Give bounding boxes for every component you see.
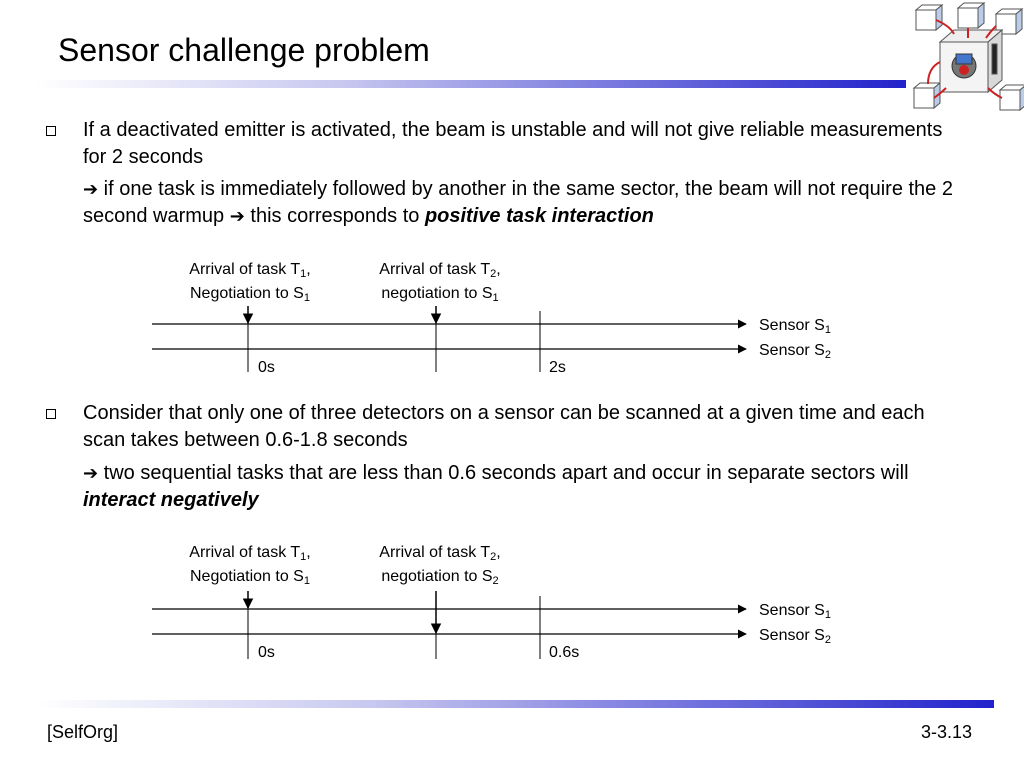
timeline-1-task2-label: Arrival of task $T_2$, negotiation to $S_1$ <box>379 261 501 304</box>
slide-title: Sensor challenge problem <box>58 32 430 68</box>
bullet-1-sub-2: this corresponds to <box>244 205 425 227</box>
tick-0s-label: 0s <box>258 359 275 376</box>
right-arrow-icon: ➔ <box>83 463 99 484</box>
bullet-1-subtext <box>83 176 963 230</box>
hollow-square-bullet-icon <box>46 409 56 419</box>
title-underline-bar <box>36 80 906 88</box>
bullet-1-emphasis: positive task interaction <box>424 205 654 227</box>
bullet-2-sub: two sequential tasks that are less than 0.6 seconds apart and occur in separate sectors will <box>98 462 909 484</box>
tick-0s-label: 0s <box>258 644 275 661</box>
timeline-2-task1-label: Arrival of task $T_1$, Negotiation to $S_1$ <box>189 544 311 587</box>
bullet-1-sub: if one task is immediately followed by another in the same sector, the beam will not require the 2 second warmup <box>83 178 953 227</box>
bullet-1-text <box>83 117 963 171</box>
hollow-square-bullet-icon <box>46 126 56 136</box>
tick-end-label: 0.6s <box>549 644 580 661</box>
timeline-diagram-2 <box>140 541 860 671</box>
bullet-2-main: Consider that only one of three detectors on a sensor can be scanned at a given time and each scan takes between 0.6-1.8 seconds <box>83 402 925 451</box>
footer-page-number: 3-3.13 <box>920 722 972 742</box>
bullet-1-main: If a deactivated emitter is activated, the beam is unstable and will not give reliable measurements for 2 seconds <box>83 119 943 168</box>
sensor-1-label: Sensor $S_1$ <box>759 317 831 336</box>
sensor-2-label: Sensor $S_2$ <box>759 627 831 646</box>
timeline-1-lines <box>140 256 860 386</box>
bullet-2-emphasis: interact negatively <box>83 489 259 511</box>
sensor-2-label: Sensor $S_2$ <box>759 342 831 361</box>
timeline-2-task2-label: Arrival of task $T_2$, negotiation to $S_2$ <box>379 544 501 587</box>
footer-bar <box>36 700 994 708</box>
tick-end-label: 2s <box>549 359 566 376</box>
footer-course-label: [SelfOrg] <box>47 722 119 742</box>
bullet-2-text <box>83 400 963 454</box>
timeline-diagram-1 <box>140 256 860 386</box>
right-arrow-icon: ➔ <box>83 179 99 200</box>
right-arrow-icon: ➔ <box>229 206 245 227</box>
sensor-1-label: Sensor $S_1$ <box>759 602 831 621</box>
cube-network-logo-icon <box>906 2 1024 112</box>
timeline-2-lines <box>140 541 860 671</box>
timeline-1-task1-label: Arrival of task $T_1$, Negotiation to $S_1$ <box>189 261 311 304</box>
bullet-2-subtext <box>83 460 963 514</box>
